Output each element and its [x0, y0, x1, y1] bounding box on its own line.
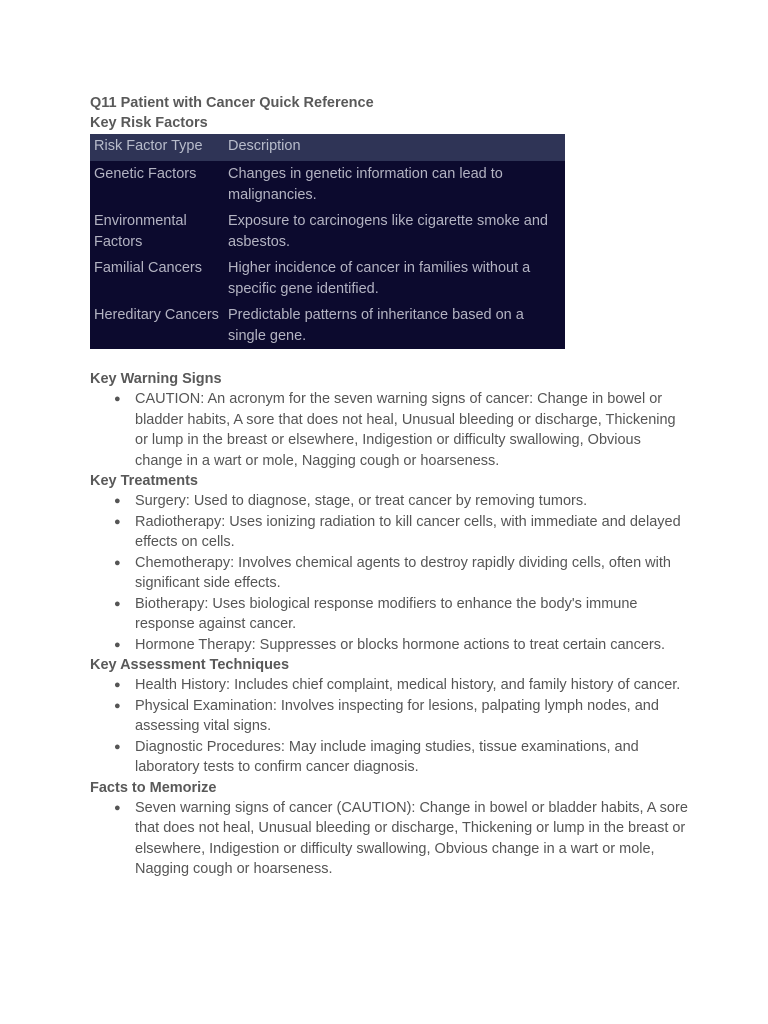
page-title: Q11 Patient with Cancer Quick Reference — [90, 95, 374, 111]
list-item-text: Hormone Therapy: Suppresses or blocks hormone actions to treat certain cancers. — [135, 636, 666, 653]
column-header-description: Description — [224, 134, 565, 161]
list-item — [114, 389, 690, 471]
warning-signs-heading: Key Warning Signs — [90, 371, 222, 387]
table-row — [90, 302, 565, 349]
assessment-list — [90, 675, 690, 778]
list-item-text: Seven warning signs of cancer (CAUTION): Change in bowel or bladder habits, A sore that does not heal, Unusual bleeding or discharge, Thickening or lump in the breast or elsewhere, Indigestion or difficulty swallowing, Obvious change in a wart or mole, Nagging cough or hoarseness. — [135, 799, 688, 877]
facts-list — [90, 798, 690, 880]
list-item — [114, 798, 690, 880]
bullet-icon: ● — [114, 495, 121, 507]
bullet-icon: ● — [114, 597, 121, 610]
list-item-text: Biotherapy: Uses biological response modifiers to enhance the body's immune response against cancer. — [135, 595, 638, 632]
risk-factor-description: Predictable patterns of inheritance based on a single gene. — [228, 307, 524, 344]
list-item — [114, 737, 690, 778]
list-item-text: Chemotherapy: Involves chemical agents to destroy rapidly dividing cells, often with significant side effects. — [135, 554, 671, 591]
list-item-text: Physical Examination: Involves inspecting for lesions, palpating lymph nodes, and assessing vital signs. — [135, 697, 659, 734]
bullet-icon: ● — [114, 801, 121, 814]
list-item-text: CAUTION: An acronym for the seven warning signs of cancer: Change in bowel or bladder habits, A sore that does not heal, Unusual bleeding or discharge, Thickening or lump in the breast or elsewhere, Indigestion or difficulty swallowing, Obvious change in a wart or mole, Nagging cough or hoarseness. — [135, 391, 676, 469]
risk-factor-type: Hereditary Cancers — [94, 307, 219, 323]
risk-factor-type: Familial Cancers — [94, 260, 202, 276]
list-item — [114, 594, 690, 635]
bullet-icon: ● — [114, 393, 121, 405]
list-item — [114, 553, 690, 594]
risk-factors-heading: Key Risk Factors — [90, 115, 208, 131]
risk-factor-description: Higher incidence of cancer in families without a specific gene identified. — [228, 260, 531, 297]
assessment-heading: Key Assessment Techniques — [90, 657, 290, 673]
list-item-text: Radiotherapy: Uses ionizing radiation to kill cancer cells, with immediate and delayed effects on cells. — [135, 513, 681, 550]
bullet-icon: ● — [114, 740, 121, 753]
list-item-text: Health History: Includes chief complaint, medical history, and family history of cancer. — [135, 677, 681, 693]
document-content — [90, 93, 690, 880]
list-item-text: Diagnostic Procedures: May include imaging studies, tissue examinations, and laboratory tests to confirm cancer diagnosis. — [135, 738, 639, 775]
warning-signs-list — [90, 389, 690, 471]
bullet-icon: ● — [114, 638, 121, 651]
bullet-icon: ● — [114, 556, 121, 569]
table-row — [90, 255, 565, 302]
list-item — [114, 491, 690, 512]
list-item — [114, 512, 690, 553]
bullet-icon: ● — [114, 679, 121, 691]
risk-factor-type: Genetic Factors — [94, 166, 197, 182]
column-header-type: Risk Factor Type — [90, 134, 224, 161]
risk-factor-description: Exposure to carcinogens like cigarette smoke and asbestos. — [228, 213, 548, 250]
table-row — [90, 161, 565, 208]
list-item — [114, 675, 690, 696]
list-item — [114, 696, 690, 737]
treatments-list — [90, 491, 690, 655]
table-header-row — [90, 134, 565, 161]
risk-factors-table — [90, 134, 565, 349]
risk-factor-type: Environmental Factors — [94, 213, 187, 250]
risk-factor-description: Changes in genetic information can lead to malignancies. — [228, 166, 503, 203]
treatments-heading: Key Treatments — [90, 473, 198, 489]
list-item — [114, 635, 690, 656]
facts-heading: Facts to Memorize — [90, 779, 217, 796]
section-spacer — [90, 349, 690, 369]
table-row — [90, 208, 565, 255]
bullet-icon: ● — [114, 515, 121, 528]
list-item-text: Surgery: Used to diagnose, stage, or treat cancer by removing tumors. — [135, 493, 588, 509]
bullet-icon: ● — [114, 699, 121, 712]
